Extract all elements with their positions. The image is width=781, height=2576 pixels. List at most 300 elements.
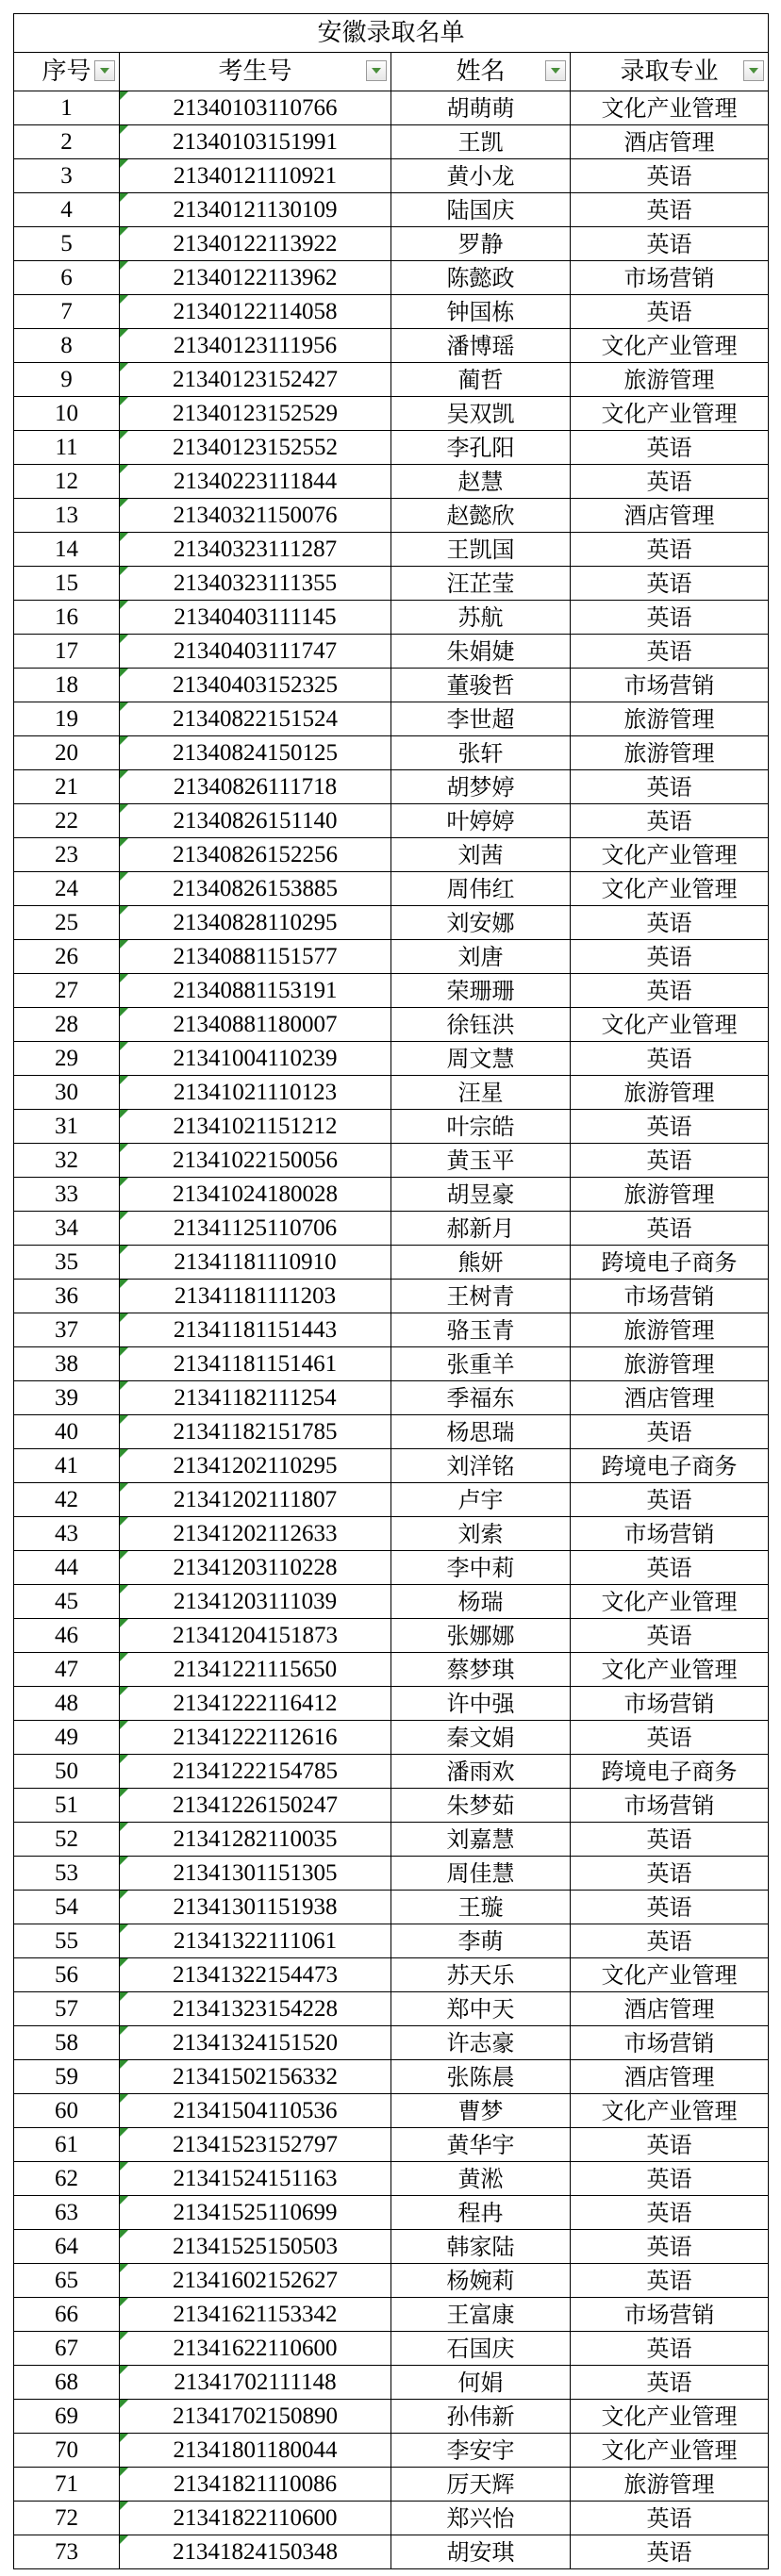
major-cell[interactable]: 跨境电子商务 [571, 1449, 769, 1483]
row-number-cell[interactable]: 44 [14, 1551, 120, 1585]
student-name-cell[interactable]: 吴双凯 [391, 397, 571, 431]
student-name-cell[interactable]: 蔺哲 [391, 363, 571, 397]
major-cell[interactable]: 文化产业管理 [571, 872, 769, 906]
exam-id-cell[interactable]: 21341202112633 [120, 1517, 391, 1551]
exam-id-cell[interactable]: 21341181151461 [120, 1347, 391, 1381]
exam-id-cell[interactable]: 21341621153342 [120, 2298, 391, 2332]
student-name-cell[interactable]: 刘唐 [391, 940, 571, 974]
student-name-cell[interactable]: 杨瑞 [391, 1585, 571, 1619]
student-name-cell[interactable]: 秦文娟 [391, 1721, 571, 1755]
row-number-cell[interactable]: 32 [14, 1144, 120, 1178]
student-name-cell[interactable]: 赵慧 [391, 465, 571, 499]
major-cell[interactable]: 英语 [571, 567, 769, 601]
major-cell[interactable]: 英语 [571, 1212, 769, 1246]
student-name-cell[interactable]: 陆国庆 [391, 193, 571, 227]
row-number-cell[interactable]: 10 [14, 397, 120, 431]
row-number-cell[interactable]: 34 [14, 1212, 120, 1246]
student-name-cell[interactable]: 罗静 [391, 227, 571, 261]
row-number-cell[interactable]: 71 [14, 2468, 120, 2502]
row-number-cell[interactable]: 11 [14, 431, 120, 465]
row-number-cell[interactable]: 52 [14, 1823, 120, 1857]
row-number-cell[interactable]: 60 [14, 2094, 120, 2128]
major-cell[interactable]: 市场营销 [571, 1517, 769, 1551]
row-number-cell[interactable]: 15 [14, 567, 120, 601]
student-name-cell[interactable]: 胡昱豪 [391, 1178, 571, 1212]
major-cell[interactable]: 英语 [571, 1924, 769, 1958]
row-number-cell[interactable]: 49 [14, 1721, 120, 1755]
student-name-cell[interactable]: 蔡梦琪 [391, 1653, 571, 1687]
student-name-cell[interactable]: 季福东 [391, 1381, 571, 1415]
row-number-cell[interactable]: 31 [14, 1110, 120, 1144]
row-number-cell[interactable]: 50 [14, 1755, 120, 1789]
exam-id-cell[interactable]: 21341181151443 [120, 1313, 391, 1347]
row-number-cell[interactable]: 58 [14, 2026, 120, 2060]
student-name-cell[interactable]: 赵懿欣 [391, 499, 571, 533]
major-cell[interactable]: 市场营销 [571, 261, 769, 295]
major-cell[interactable]: 市场营销 [571, 669, 769, 702]
major-cell[interactable]: 市场营销 [571, 2026, 769, 2060]
exam-id-cell[interactable]: 21341502156332 [120, 2060, 391, 2094]
major-cell[interactable]: 英语 [571, 227, 769, 261]
exam-id-cell[interactable]: 21341523152797 [120, 2128, 391, 2162]
row-number-cell[interactable]: 35 [14, 1246, 120, 1280]
exam-id-cell[interactable]: 21341324151520 [120, 2026, 391, 2060]
row-number-cell[interactable]: 4 [14, 193, 120, 227]
exam-id-cell[interactable]: 21341622110600 [120, 2332, 391, 2366]
student-name-cell[interactable]: 徐钰洪 [391, 1008, 571, 1042]
row-number-cell[interactable]: 13 [14, 499, 120, 533]
major-cell[interactable]: 英语 [571, 1110, 769, 1144]
major-cell[interactable]: 文化产业管理 [571, 1653, 769, 1687]
row-number-cell[interactable]: 29 [14, 1042, 120, 1076]
exam-id-cell[interactable]: 21341024180028 [120, 1178, 391, 1212]
exam-id-cell[interactable]: 21341221115650 [120, 1653, 391, 1687]
row-number-cell[interactable]: 40 [14, 1415, 120, 1449]
row-number-cell[interactable]: 1 [14, 91, 120, 125]
exam-id-cell[interactable]: 21340323111355 [120, 567, 391, 601]
student-name-cell[interactable]: 韩家陆 [391, 2230, 571, 2264]
major-cell[interactable]: 文化产业管理 [571, 329, 769, 363]
student-name-cell[interactable]: 王富康 [391, 2298, 571, 2332]
exam-id-cell[interactable]: 21341301151305 [120, 1857, 391, 1891]
student-name-cell[interactable]: 张重羊 [391, 1347, 571, 1381]
exam-id-cell[interactable]: 21341322111061 [120, 1924, 391, 1958]
row-number-cell[interactable]: 39 [14, 1381, 120, 1415]
major-cell[interactable]: 英语 [571, 601, 769, 635]
student-name-cell[interactable]: 刘嘉慧 [391, 1823, 571, 1857]
row-number-cell[interactable]: 67 [14, 2332, 120, 2366]
exam-id-cell[interactable]: 21340403111145 [120, 601, 391, 635]
student-name-cell[interactable]: 刘洋铭 [391, 1449, 571, 1483]
exam-id-cell[interactable]: 21340123152427 [120, 363, 391, 397]
row-number-cell[interactable]: 53 [14, 1857, 120, 1891]
exam-id-cell[interactable]: 21340103151991 [120, 125, 391, 159]
major-cell[interactable]: 英语 [571, 906, 769, 940]
student-name-cell[interactable]: 李孔阳 [391, 431, 571, 465]
major-cell[interactable]: 酒店管理 [571, 499, 769, 533]
major-cell[interactable]: 英语 [571, 2162, 769, 2196]
row-number-cell[interactable]: 61 [14, 2128, 120, 2162]
student-name-cell[interactable]: 胡安琪 [391, 2535, 571, 2569]
student-name-cell[interactable]: 李中莉 [391, 1551, 571, 1585]
major-cell[interactable]: 英语 [571, 193, 769, 227]
row-number-cell[interactable]: 26 [14, 940, 120, 974]
major-cell[interactable]: 英语 [571, 159, 769, 193]
exam-id-cell[interactable]: 21340123152529 [120, 397, 391, 431]
exam-id-cell[interactable]: 21341602152627 [120, 2264, 391, 2298]
major-cell[interactable]: 英语 [571, 2128, 769, 2162]
exam-id-cell[interactable]: 21341504110536 [120, 2094, 391, 2128]
row-number-cell[interactable]: 41 [14, 1449, 120, 1483]
major-cell[interactable]: 英语 [571, 1857, 769, 1891]
major-cell[interactable]: 旅游管理 [571, 1313, 769, 1347]
row-number-cell[interactable]: 69 [14, 2400, 120, 2434]
row-number-cell[interactable]: 25 [14, 906, 120, 940]
exam-id-cell[interactable]: 21340321150076 [120, 499, 391, 533]
major-cell[interactable]: 旅游管理 [571, 363, 769, 397]
row-number-cell[interactable]: 9 [14, 363, 120, 397]
exam-id-cell[interactable]: 21341202110295 [120, 1449, 391, 1483]
student-name-cell[interactable]: 石国庆 [391, 2332, 571, 2366]
exam-id-cell[interactable]: 21340122113962 [120, 261, 391, 295]
exam-id-cell[interactable]: 21341222154785 [120, 1755, 391, 1789]
table-row [14, 770, 769, 804]
exam-id-cell[interactable]: 21340121110921 [120, 159, 391, 193]
exam-id-cell[interactable]: 21340881153191 [120, 974, 391, 1008]
student-name-cell[interactable]: 孙伟新 [391, 2400, 571, 2434]
exam-id-cell[interactable]: 21340123152552 [120, 431, 391, 465]
student-name-cell[interactable]: 周佳慧 [391, 1857, 571, 1891]
row-number-cell[interactable]: 24 [14, 872, 120, 906]
exam-id-cell[interactable]: 21340122114058 [120, 295, 391, 329]
student-name-cell[interactable]: 骆玉青 [391, 1313, 571, 1347]
student-name-cell[interactable]: 汪芷莹 [391, 567, 571, 601]
student-name-cell[interactable]: 苏航 [391, 601, 571, 635]
major-cell[interactable]: 英语 [571, 1144, 769, 1178]
major-cell[interactable]: 旅游管理 [571, 702, 769, 736]
student-name-cell[interactable]: 黄华宇 [391, 2128, 571, 2162]
exam-id-cell[interactable]: 21341524151163 [120, 2162, 391, 2196]
major-cell[interactable]: 英语 [571, 1891, 769, 1924]
major-cell[interactable]: 英语 [571, 2535, 769, 2569]
major-cell[interactable]: 文化产业管理 [571, 1958, 769, 1992]
exam-id-cell[interactable]: 21341203111039 [120, 1585, 391, 1619]
row-number-cell[interactable]: 37 [14, 1313, 120, 1347]
major-cell[interactable]: 英语 [571, 1551, 769, 1585]
major-cell[interactable]: 英语 [571, 2230, 769, 2264]
row-number-cell[interactable]: 7 [14, 295, 120, 329]
major-cell[interactable]: 市场营销 [571, 1687, 769, 1721]
row-number-cell[interactable]: 20 [14, 736, 120, 770]
student-name-cell[interactable]: 杨婉莉 [391, 2264, 571, 2298]
student-name-cell[interactable]: 叶婷婷 [391, 804, 571, 838]
student-name-cell[interactable]: 潘雨欢 [391, 1755, 571, 1789]
major-cell[interactable]: 英语 [571, 1042, 769, 1076]
student-name-cell[interactable]: 郝新月 [391, 1212, 571, 1246]
row-number-cell[interactable]: 65 [14, 2264, 120, 2298]
row-number-cell[interactable]: 64 [14, 2230, 120, 2264]
major-cell[interactable]: 旅游管理 [571, 1076, 769, 1110]
table-row [14, 1755, 769, 1789]
student-name-cell[interactable]: 何娟 [391, 2366, 571, 2400]
exam-id-cell[interactable]: 21341821110086 [120, 2468, 391, 2502]
major-cell[interactable]: 文化产业管理 [571, 1008, 769, 1042]
major-cell[interactable]: 跨境电子商务 [571, 1246, 769, 1280]
row-number-cell[interactable]: 47 [14, 1653, 120, 1687]
row-number-cell[interactable]: 56 [14, 1958, 120, 1992]
row-number-cell[interactable]: 27 [14, 974, 120, 1008]
student-name-cell[interactable]: 刘索 [391, 1517, 571, 1551]
major-cell[interactable]: 旅游管理 [571, 1178, 769, 1212]
student-name-cell[interactable]: 熊妍 [391, 1246, 571, 1280]
row-number-cell[interactable]: 2 [14, 125, 120, 159]
major-cell[interactable]: 英语 [571, 2196, 769, 2230]
student-name-cell[interactable]: 朱梦茹 [391, 1789, 571, 1823]
major-cell[interactable]: 英语 [571, 1483, 769, 1517]
student-name-cell[interactable]: 程冉 [391, 2196, 571, 2230]
student-name-cell[interactable]: 汪星 [391, 1076, 571, 1110]
exam-id-cell[interactable]: 21340824150125 [120, 736, 391, 770]
major-cell[interactable]: 旅游管理 [571, 1347, 769, 1381]
student-name-cell[interactable]: 张娜娜 [391, 1619, 571, 1653]
major-cell[interactable]: 英语 [571, 1721, 769, 1755]
exam-id-cell[interactable]: 21340121130109 [120, 193, 391, 227]
row-number-cell[interactable]: 3 [14, 159, 120, 193]
row-number-cell[interactable]: 36 [14, 1280, 120, 1313]
major-cell[interactable]: 英语 [571, 804, 769, 838]
exam-id-cell[interactable]: 21340826111718 [120, 770, 391, 804]
major-cell[interactable]: 文化产业管理 [571, 2400, 769, 2434]
major-cell[interactable]: 英语 [571, 2264, 769, 2298]
student-name-cell[interactable]: 李安宇 [391, 2434, 571, 2468]
exam-id-cell[interactable]: 21340403152325 [120, 669, 391, 702]
exam-id-cell[interactable]: 21341222112616 [120, 1721, 391, 1755]
student-name-cell[interactable]: 卢宇 [391, 1483, 571, 1517]
major-cell[interactable]: 文化产业管理 [571, 2094, 769, 2128]
row-number-cell[interactable]: 12 [14, 465, 120, 499]
row-number-cell[interactable]: 62 [14, 2162, 120, 2196]
student-name-cell[interactable]: 王树青 [391, 1280, 571, 1313]
student-name-cell[interactable]: 朱娟婕 [391, 635, 571, 669]
table-row [14, 2298, 769, 2332]
row-number-cell[interactable]: 54 [14, 1891, 120, 1924]
exam-id-cell[interactable]: 21341322154473 [120, 1958, 391, 1992]
exam-id-cell[interactable]: 21341525110699 [120, 2196, 391, 2230]
major-cell[interactable]: 酒店管理 [571, 1992, 769, 2026]
exam-id-cell[interactable]: 21340323111287 [120, 533, 391, 567]
row-number-cell[interactable]: 16 [14, 601, 120, 635]
major-cell[interactable]: 市场营销 [571, 1280, 769, 1313]
exam-id-cell[interactable]: 21341801180044 [120, 2434, 391, 2468]
major-cell[interactable]: 酒店管理 [571, 125, 769, 159]
row-number-cell[interactable]: 57 [14, 1992, 120, 2026]
major-cell[interactable]: 英语 [571, 465, 769, 499]
row-number-cell[interactable]: 14 [14, 533, 120, 567]
row-number-cell[interactable]: 22 [14, 804, 120, 838]
exam-id-cell[interactable]: 21341822110600 [120, 2502, 391, 2535]
row-number-cell[interactable]: 46 [14, 1619, 120, 1653]
student-name-cell[interactable]: 黄淞 [391, 2162, 571, 2196]
student-name-cell[interactable]: 厉天辉 [391, 2468, 571, 2502]
exam-id-cell[interactable]: 21340881151577 [120, 940, 391, 974]
row-number-cell[interactable]: 72 [14, 2502, 120, 2535]
student-name-cell[interactable]: 许中强 [391, 1687, 571, 1721]
exam-id-cell[interactable]: 21341226150247 [120, 1789, 391, 1823]
student-name-cell[interactable]: 胡梦婷 [391, 770, 571, 804]
student-name-cell[interactable]: 李萌 [391, 1924, 571, 1958]
major-cell[interactable]: 英语 [571, 770, 769, 804]
student-name-cell[interactable]: 周伟红 [391, 872, 571, 906]
exam-id-cell[interactable]: 21341004110239 [120, 1042, 391, 1076]
filter-dropdown-icon[interactable] [366, 60, 387, 81]
exam-id-cell[interactable]: 21340881180007 [120, 1008, 391, 1042]
row-number-cell[interactable]: 30 [14, 1076, 120, 1110]
row-number-cell[interactable]: 48 [14, 1687, 120, 1721]
exam-id-cell[interactable]: 21340826153885 [120, 872, 391, 906]
major-cell[interactable]: 文化产业管理 [571, 1585, 769, 1619]
exam-id-cell[interactable]: 21341203110228 [120, 1551, 391, 1585]
row-number-cell[interactable]: 63 [14, 2196, 120, 2230]
exam-id-cell[interactable]: 21340826152256 [120, 838, 391, 872]
exam-id-cell[interactable]: 21341222116412 [120, 1687, 391, 1721]
exam-id-cell[interactable]: 21341182111254 [120, 1381, 391, 1415]
student-name-cell[interactable]: 杨思瑞 [391, 1415, 571, 1449]
student-name-cell[interactable]: 张轩 [391, 736, 571, 770]
student-name-cell[interactable]: 苏天乐 [391, 1958, 571, 1992]
major-cell[interactable]: 市场营销 [571, 2298, 769, 2332]
major-cell[interactable]: 英语 [571, 295, 769, 329]
exam-id-cell[interactable]: 21341824150348 [120, 2535, 391, 2569]
exam-id-cell[interactable]: 21340826151140 [120, 804, 391, 838]
student-name-cell[interactable]: 钟国栋 [391, 295, 571, 329]
major-cell[interactable]: 酒店管理 [571, 2060, 769, 2094]
row-number-cell[interactable]: 59 [14, 2060, 120, 2094]
student-name-cell[interactable]: 刘茜 [391, 838, 571, 872]
row-number-cell[interactable]: 38 [14, 1347, 120, 1381]
student-name-cell[interactable]: 荣珊珊 [391, 974, 571, 1008]
major-cell[interactable]: 英语 [571, 1823, 769, 1857]
row-number-cell[interactable]: 70 [14, 2434, 120, 2468]
exam-id-cell[interactable]: 21341202111807 [120, 1483, 391, 1517]
row-number-cell[interactable]: 28 [14, 1008, 120, 1042]
student-name-cell[interactable]: 曹梦 [391, 2094, 571, 2128]
exam-id-cell[interactable]: 21341301151938 [120, 1891, 391, 1924]
row-number-cell[interactable]: 5 [14, 227, 120, 261]
student-name-cell[interactable]: 许志豪 [391, 2026, 571, 2060]
row-number-cell[interactable]: 21 [14, 770, 120, 804]
row-number-cell[interactable]: 73 [14, 2535, 120, 2569]
major-cell[interactable]: 英语 [571, 2332, 769, 2366]
major-cell[interactable]: 文化产业管理 [571, 397, 769, 431]
filter-dropdown-icon[interactable] [545, 60, 566, 81]
exam-id-cell[interactable]: 21341021110123 [120, 1076, 391, 1110]
student-name-cell[interactable]: 周文慧 [391, 1042, 571, 1076]
exam-id-cell[interactable]: 21341181111203 [120, 1280, 391, 1313]
row-number-cell[interactable]: 42 [14, 1483, 120, 1517]
student-name-cell[interactable]: 王凯 [391, 125, 571, 159]
major-cell[interactable]: 英语 [571, 2502, 769, 2535]
filter-dropdown-icon[interactable] [94, 60, 115, 81]
student-name-cell[interactable]: 陈懿政 [391, 261, 571, 295]
major-cell[interactable]: 文化产业管理 [571, 2434, 769, 2468]
student-name-cell[interactable]: 黄玉平 [391, 1144, 571, 1178]
student-name-cell[interactable]: 董骏哲 [391, 669, 571, 702]
student-name-cell[interactable]: 刘安娜 [391, 906, 571, 940]
major-cell[interactable]: 旅游管理 [571, 736, 769, 770]
major-cell[interactable]: 酒店管理 [571, 1381, 769, 1415]
row-number-cell[interactable]: 55 [14, 1924, 120, 1958]
major-cell[interactable]: 英语 [571, 1619, 769, 1653]
row-number-cell[interactable]: 17 [14, 635, 120, 669]
major-cell[interactable]: 市场营销 [571, 1789, 769, 1823]
row-number-cell[interactable]: 45 [14, 1585, 120, 1619]
exam-id-cell[interactable]: 21341702150890 [120, 2400, 391, 2434]
major-cell[interactable]: 文化产业管理 [571, 838, 769, 872]
student-name-cell[interactable]: 叶宗皓 [391, 1110, 571, 1144]
row-number-cell[interactable]: 66 [14, 2298, 120, 2332]
row-number-cell[interactable]: 43 [14, 1517, 120, 1551]
row-number-cell[interactable]: 68 [14, 2366, 120, 2400]
major-cell[interactable]: 英语 [571, 2366, 769, 2400]
major-cell[interactable]: 英语 [571, 533, 769, 567]
exam-id-cell[interactable]: 21340403111747 [120, 635, 391, 669]
filter-dropdown-icon[interactable] [743, 60, 764, 81]
major-cell[interactable]: 英语 [571, 974, 769, 1008]
exam-id-cell[interactable]: 21340828110295 [120, 906, 391, 940]
table-row [14, 193, 769, 227]
major-cell[interactable]: 英语 [571, 1415, 769, 1449]
major-cell[interactable]: 英语 [571, 431, 769, 465]
exam-id-cell[interactable]: 21341282110035 [120, 1823, 391, 1857]
exam-id-cell[interactable]: 21341022150056 [120, 1144, 391, 1178]
exam-id-cell[interactable]: 21340223111844 [120, 465, 391, 499]
student-name-cell[interactable]: 郑中天 [391, 1992, 571, 2026]
major-cell[interactable]: 旅游管理 [571, 2468, 769, 2502]
row-number-cell[interactable]: 19 [14, 702, 120, 736]
major-cell[interactable]: 文化产业管理 [571, 91, 769, 125]
exam-id-cell[interactable]: 21340822151524 [120, 702, 391, 736]
exam-id-cell[interactable]: 21341323154228 [120, 1992, 391, 2026]
student-name-cell[interactable]: 王凯国 [391, 533, 571, 567]
exam-id-cell[interactable]: 21341181110910 [120, 1246, 391, 1280]
student-name-cell[interactable]: 李世超 [391, 702, 571, 736]
major-cell[interactable]: 英语 [571, 635, 769, 669]
row-number-cell[interactable]: 23 [14, 838, 120, 872]
major-cell[interactable]: 英语 [571, 940, 769, 974]
exam-id-cell[interactable]: 21341125110706 [120, 1212, 391, 1246]
row-number-cell[interactable]: 18 [14, 669, 120, 702]
exam-id-cell[interactable]: 21341182151785 [120, 1415, 391, 1449]
exam-id-cell[interactable]: 21341204151873 [120, 1619, 391, 1653]
major-cell[interactable]: 跨境电子商务 [571, 1755, 769, 1789]
exam-id-cell[interactable]: 21341525150503 [120, 2230, 391, 2264]
exam-id-cell[interactable]: 21341702111148 [120, 2366, 391, 2400]
student-name-cell[interactable]: 王璇 [391, 1891, 571, 1924]
exam-id-cell[interactable]: 21340122113922 [120, 227, 391, 261]
student-name-cell[interactable]: 郑兴怡 [391, 2502, 571, 2535]
row-number-cell[interactable]: 6 [14, 261, 120, 295]
exam-id-cell[interactable]: 21340123111956 [120, 329, 391, 363]
student-name-cell[interactable]: 潘博瑶 [391, 329, 571, 363]
row-number-cell[interactable]: 8 [14, 329, 120, 363]
exam-id-cell[interactable]: 21340103110766 [120, 91, 391, 125]
row-number-cell[interactable]: 51 [14, 1789, 120, 1823]
student-name-cell[interactable]: 胡萌萌 [391, 91, 571, 125]
student-name-cell[interactable]: 张陈晨 [391, 2060, 571, 2094]
exam-id-cell[interactable]: 21341021151212 [120, 1110, 391, 1144]
row-number-cell[interactable]: 33 [14, 1178, 120, 1212]
student-name-cell[interactable]: 黄小龙 [391, 159, 571, 193]
